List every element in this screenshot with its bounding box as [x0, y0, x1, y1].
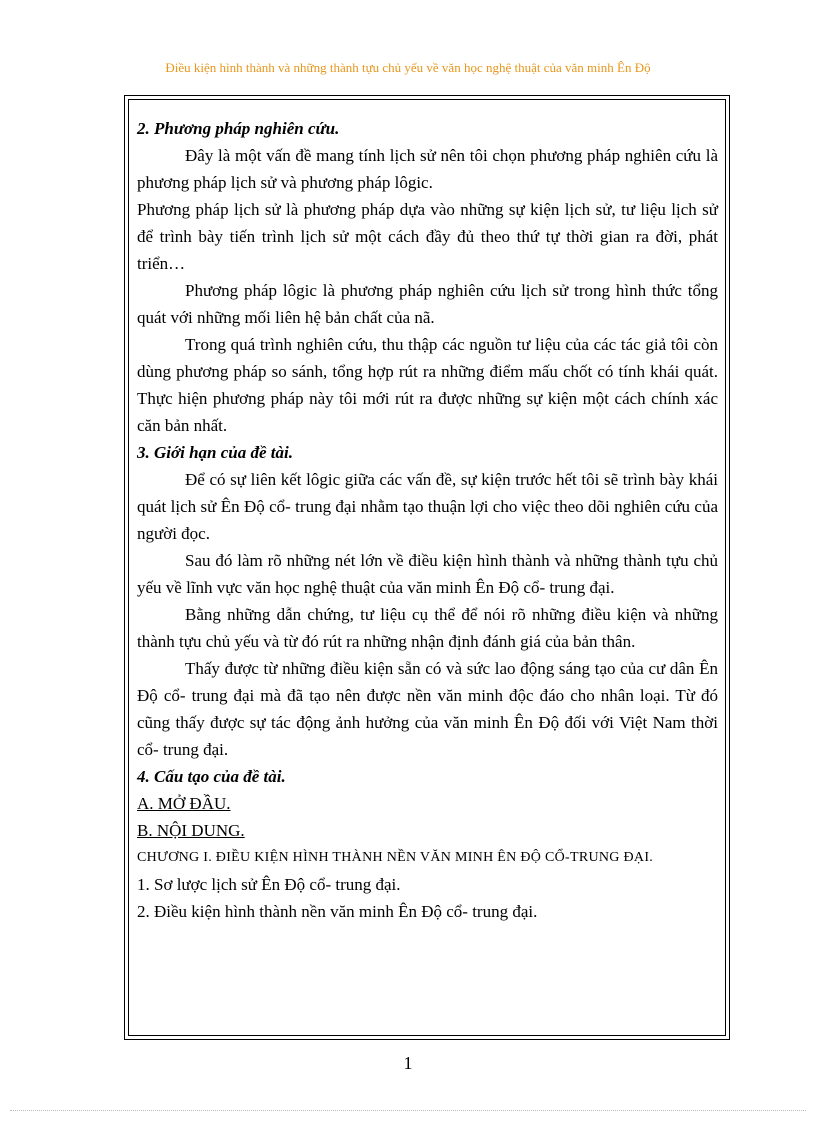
- paragraph: Trong quá trình nghiên cứu, thu thập các nguồn tư liệu của các tác giả tôi còn dùng phương pháp so sánh, tổng hợp rút ra những điểm mấu chốt có tính khái quát. Thực hiện phương pháp này tôi mới rút ra được những sự kiện một cách chính xác căn bản nhất.: [137, 335, 718, 435]
- paragraph: Thấy được từ những điều kiện sẵn có và sức lao động sáng tạo của cư dân Ên Độ cổ- trung đại mà đã tạo nên được nền văn minh độc đáo cho nhân loại. Từ đó cũng thấy được sự tác động ảnh hưởng của văn minh Ên Độ đối với Việt Nam thời cổ- trung đại.: [137, 659, 718, 759]
- section-heading-structure: 4. Cấu tạo của đề tài.: [137, 767, 286, 786]
- outline-part-b: B. NỘI DUNG.: [137, 821, 245, 840]
- section-heading-methods: 2. Phương pháp nghiên cứu.: [137, 119, 340, 138]
- page-bottom-divider: [10, 1110, 806, 1111]
- document-body: [137, 115, 718, 925]
- paragraph: Để có sự liên kết lôgic giữa các vấn đề, sự kiện trước hết tôi sẽ trình bày khái quát lịch sử Ên Độ cổ- trung đại nhằm tạo thuận lợi cho việc theo dõi nghiên cứu của người đọc.: [137, 470, 718, 543]
- paragraph: Đây là một vấn đề mang tính lịch sử nên tôi chọn phương pháp nghiên cứu là phương pháp lịch sử và phương pháp lôgic.: [137, 146, 718, 192]
- paragraph: Bằng những dẫn chứng, tư liệu cụ thể để nói rõ những điều kiện và những thành tựu chủ yếu và từ đó rút ra những nhận định đánh giá của bản thân.: [137, 605, 718, 651]
- page-number: 1: [403, 1053, 413, 1073]
- outline-item: 1. Sơ lược lịch sử Ên Độ cổ- trung đại.: [137, 875, 401, 894]
- outline-item: 2. Điều kiện hình thành nền văn minh Ên Độ cổ- trung đại.: [137, 902, 538, 921]
- paragraph: Phương pháp lịch sử là phương pháp dựa vào những sự kiện lịch sử, tư liệu lịch sử để trình bày tiến trình lịch sử một cách đầy đủ theo thứ tự thời gian ra đời, phát triển…: [137, 200, 718, 273]
- paragraph: Phương pháp lôgic là phương pháp nghiên cứu lịch sử trong hình thức tổng quát với những mối liên hệ bản chất của nã.: [137, 281, 718, 327]
- paragraph: Sau đó làm rõ những nét lớn về điều kiện hình thành và những thành tựu chủ yếu về lĩnh vực văn học nghệ thuật của văn minh Ên Độ cổ- trung đại.: [137, 551, 718, 597]
- chapter-title: CHƯƠNG I. ĐIỀU KIỆN HÌNH THÀNH NỀN VĂN MINH ÊN ĐỘ CỔ-TRUNG ĐẠI.: [137, 850, 654, 865]
- section-heading-scope: 3. Giới hạn của đề tài.: [137, 443, 293, 462]
- running-header: Điều kiện hình thành và những thành tựu chủ yếu về văn học nghệ thuật của văn minh Ên Độ: [165, 60, 651, 75]
- outline-part-a: A. MỞ ĐẦU.: [137, 794, 231, 813]
